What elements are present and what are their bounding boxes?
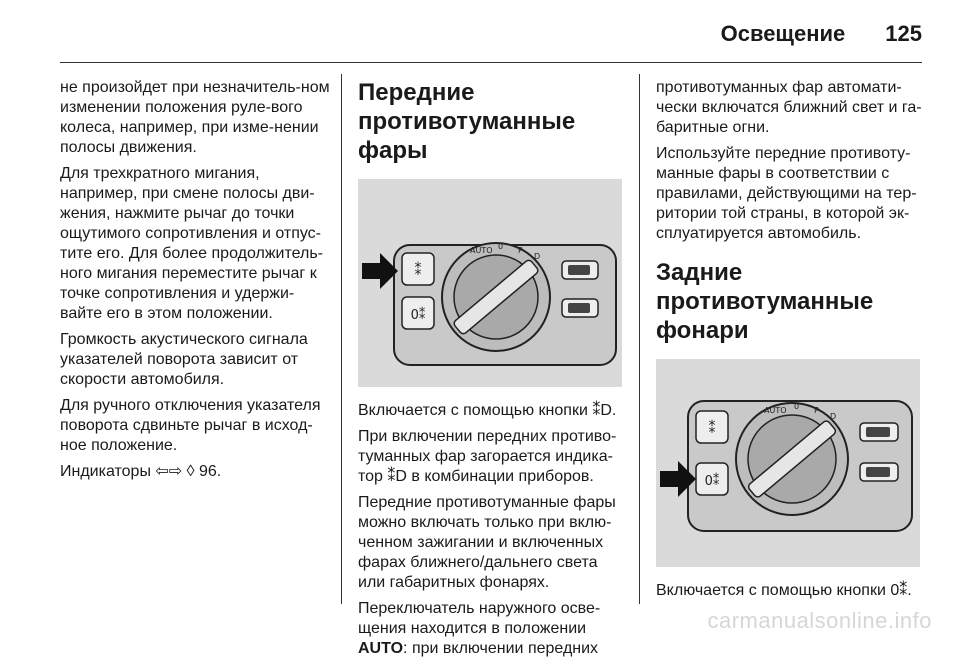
svg-text:0: 0 bbox=[498, 242, 504, 251]
paragraph: Для ручного отключения указателя поворота сдвиньте рычаг в исход-ное положение. bbox=[60, 397, 321, 454]
page-title: Освещение bbox=[720, 21, 846, 46]
svg-text:0: 0 bbox=[794, 402, 800, 411]
paragraph: Используйте передние противоту-манные фары в соответствии с правилами, действующими на тер-ритории той страны, в которой эк-сплуатируется автомобиль. bbox=[656, 145, 917, 242]
section-heading-rear-fog: Задние противотуманные фонари bbox=[656, 259, 874, 344]
paragraph: При включении передних противо-туманных фар загорается индика-тор ⁑D в комбинации приборов. bbox=[358, 428, 617, 485]
watermark: carmanualsonline.info bbox=[707, 608, 932, 633]
column-1 bbox=[60, 78, 332, 488]
light-switch-illustration bbox=[358, 179, 622, 387]
column-divider-1 bbox=[341, 74, 342, 604]
indicator-reference: Индикаторы ⇦⇨ ◊ 96. bbox=[60, 463, 222, 480]
svg-text:AUTO: AUTO bbox=[470, 246, 493, 255]
paragraph: Громкость акустического сигнала указателей поворота зависит от скорости автомобиля. bbox=[60, 331, 308, 388]
light-switch-figure-rear bbox=[656, 359, 920, 567]
column-2 bbox=[358, 78, 624, 665]
column-3 bbox=[656, 78, 924, 607]
paragraph: Для трехкратного мигания, например, при смене полосы дви-жения, нажмите рычаг до точки ощутимого сопротивления и отпус-тите его. Для более продолжитель-ного мигания переместите рычаг к точке сопротивления и удержи-вайте его в этом положении. bbox=[60, 165, 323, 322]
light-switch-illustration bbox=[656, 359, 920, 567]
paragraph: Включается с помощью кнопки ⁑D. bbox=[358, 402, 617, 419]
svg-text:P: P bbox=[814, 406, 819, 415]
auto-keyword: AUTO bbox=[358, 640, 404, 657]
header-rule bbox=[60, 62, 922, 63]
page-number: 125 bbox=[885, 21, 922, 46]
svg-text:0⁑: 0⁑ bbox=[704, 474, 720, 489]
svg-text:0⁑: 0⁑ bbox=[410, 308, 426, 323]
paragraph: противотуманных фар автомати-чески включатся ближний свет и га-баритные огни. bbox=[656, 79, 922, 136]
paragraph: Переключатель наружного осве-щения находится в положении AUTO: при включении передних bbox=[358, 600, 601, 657]
running-head bbox=[60, 16, 922, 52]
svg-text:P: P bbox=[518, 246, 523, 255]
paragraph: Передние противотуманные фары можно включать только при вклю-ченном зажигании и включенных фарах ближнего/дальнего света или габаритных фонарях. bbox=[358, 494, 616, 591]
svg-text:AUTO: AUTO bbox=[764, 406, 787, 415]
svg-text:⁑: ⁑ bbox=[414, 263, 422, 279]
svg-text:⁑: ⁑ bbox=[708, 421, 716, 437]
paragraph: не произойдет при незначитель-ном изменении положения руле-вого колеса, например, при изме-нении полосы движения. bbox=[60, 79, 330, 156]
section-heading-front-fog: Передние противотуманные фары bbox=[358, 79, 576, 164]
caption: Включается с помощью кнопки 0⁑. bbox=[656, 582, 912, 599]
light-switch-figure-front bbox=[358, 179, 622, 387]
svg-text:D: D bbox=[830, 412, 837, 421]
svg-text:D: D bbox=[534, 252, 541, 261]
column-divider-2 bbox=[639, 74, 640, 604]
